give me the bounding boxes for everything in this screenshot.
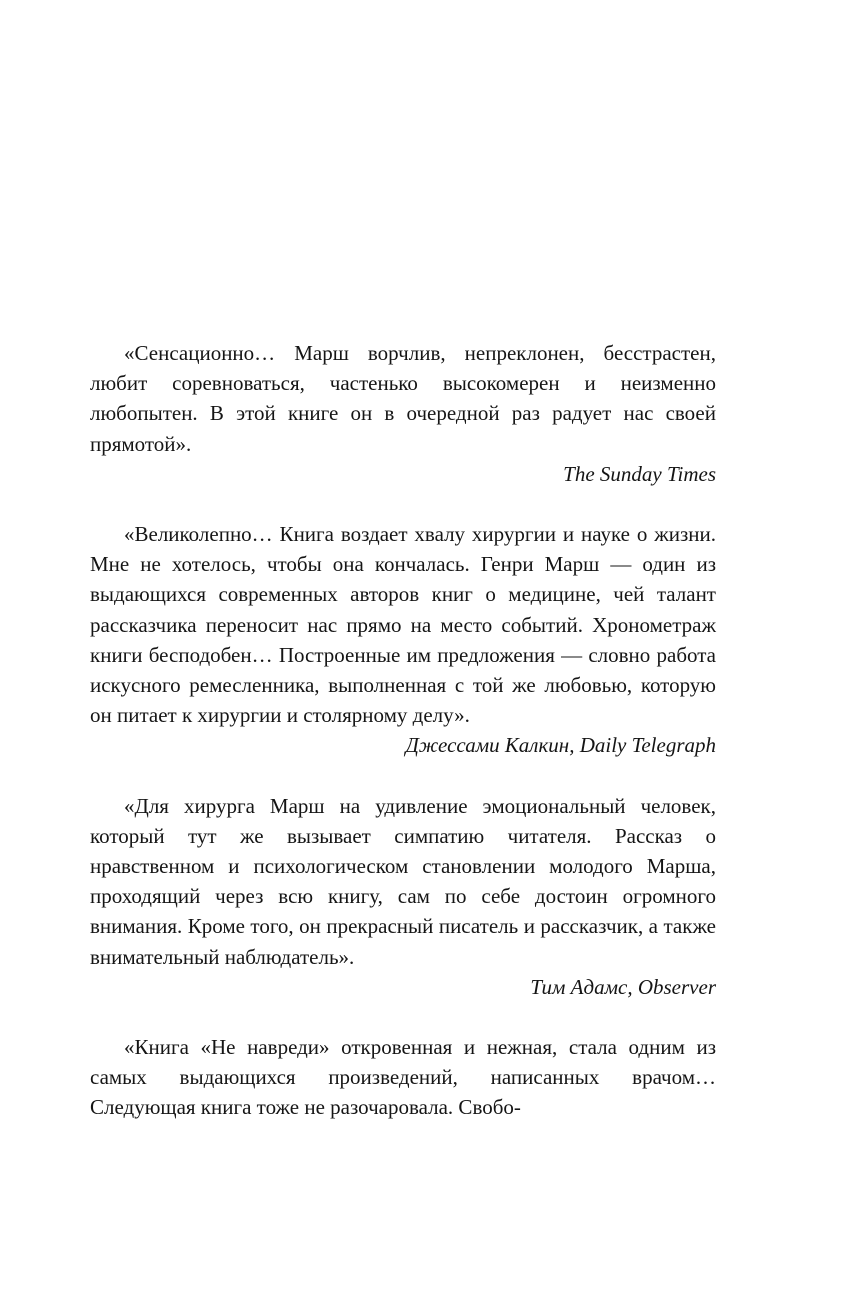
spacer (90, 761, 716, 791)
review-quote (90, 338, 716, 489)
page-body (90, 338, 716, 1123)
review-quote (90, 519, 716, 761)
quote-text: «Сенсационно… Марш ворчлив, непреклонен, бесстрастен, любит соревноваться, частенько высокомерен и неизменно любопытен. В этой книге он в очередной раз радует нас своей прямотой». (90, 341, 716, 456)
quote-text: «Книга «Не навреди» откровенная и нежная, стала одним из самых выдающихся произведений, написанных врачом… Следующая книга тоже не разочаровала. Свобо- (90, 1035, 716, 1120)
quote-text: «Для хирурга Марш на удивление эмоциональный человек, который тут же вызывает симпатию читателя. Рассказ о нравственном и психологическом становлении молодого Марша, проходящий через всю книгу, сам по себе достоин огромного внимания. Кроме того, он прекрасный писатель и рассказчик, а также внимательный наблюдатель». (90, 793, 716, 969)
review-quote (90, 1032, 716, 1123)
quote-source: Тим Адамс, Observer (530, 974, 716, 999)
review-quote (90, 791, 716, 1002)
quote-source: The Sunday Times (563, 461, 716, 486)
quote-source: Джессами Калкин, Daily Telegraph (405, 733, 716, 758)
spacer (90, 1002, 716, 1032)
quote-text: «Великолепно… Книга воздает хвалу хирургии и науке о жизни. Мне не хотелось, чтобы она кончалась. Генри Марш — один из выдающихся современных авторов книг о медицине, чей талант рассказчика переносит нас прямо на место событий. Хронометраж книги бесподобен… Построенные им предложения — словно работа искусного ремесленника, выполненная с той же любовью, которую он питает к хирургии и столярному делу». (90, 522, 716, 728)
spacer (90, 489, 716, 519)
